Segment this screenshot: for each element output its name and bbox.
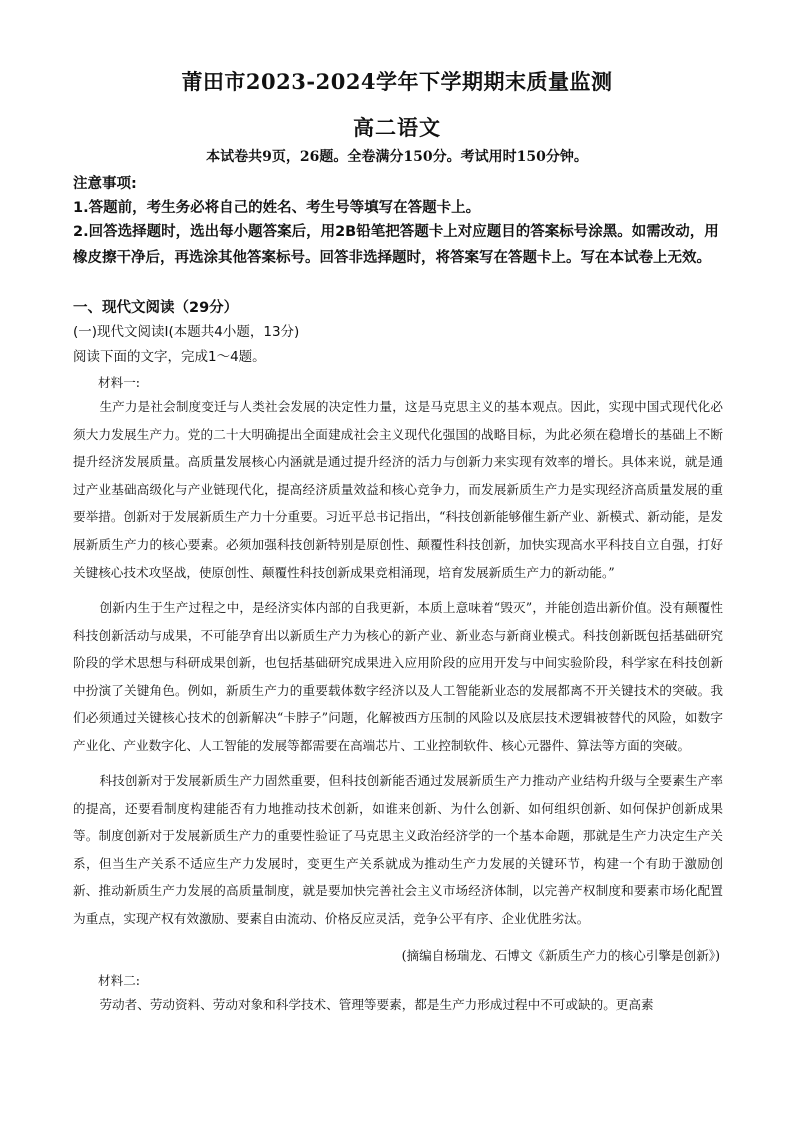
material-1-source: (摘编自杨瑞龙、石博文《新质生产力的核心引擎是创新》)	[401, 948, 720, 963]
material-1-paragraph-2: 创新内生于生产过程之中，是经济实体内部的自我更新，本质上意味着“毁灭”，并能创造出新价值。没有颠覆性科技创新活动与成果，不可能孕育出以新质生产力为核心的新产业、新业态与新商业模式。科技创新既包括基础研究阶段的学术思想与科研成果创新，也包括基础研究成果进入应用阶段的应用开发与中间实验阶段，科学家在科技创新中扮演了关键角色。例如，新质生产力的重要载体数字经济以及人工智能新业态的发展都离不开关键技术的突破。我们必须通过关键核心技术的创新解决“卡脖子”问题，化解被西方压制的风险以及底层技术逻辑被替代的风险，如数字产业化、产业数字化、人工智能的发展等都需要在高端芯片、工业控制软件、核心元器件、算法等方面的突破。	[73, 600, 723, 753]
material-1-label: 材料一:	[98, 375, 141, 390]
notice-item-2: 2.回答选择题时，选出每小题答案后，用2B铅笔把答题卡上对应题目的答案标号涂黑。如需改动，用橡皮擦干净后，再选涂其他答案标号。回答非选择题时，将答案写在答题卡上。写在本试卷上无效。	[73, 224, 719, 266]
material-1-paragraph-1: 生产力是社会制度变迁与人类社会发展的决定性力量，这是马克思主义的基本观点。因此，实现中国式现代化必须大力发展生产力。党的二十大明确提出全面建成社会主义现代化强国的战略目标，为此必须在稳增长的基础上不断提升经济发展质量。高质量发展核心内涵就是通过提升经济的活力与创新力来实现有效率的增长。具体来说，就是通过产业基础高级化与产业链现代化，提高经济质量效益和核心竞争力，而发展新质生产力是实现经济高质量发展的重要举措。创新对于发展新质生产力十分重要。习近平总书记指出，“科技创新能够催生新产业、新模式、新动能，是发展新质生产力的核心要素。必须加强科技创新特别是原创性、颠覆性科技创新，加快实现高水平科技自立自强，打好关键核心技术攻坚战，使原创性、颠覆性科技创新成果竞相涌现，培育发展新质生产力的新动能。”	[73, 399, 723, 580]
exam-title: 莆田市2023-2024学年下学期期末质量监测	[181, 69, 613, 94]
notice-item-1: 1.答题前，考生务必将自己的姓名、考生号等填写在答题卡上。	[73, 200, 481, 216]
section-heading: 一、现代文阅读（29分）	[73, 300, 239, 316]
section-subheading: (一)现代文阅读Ⅰ(本题共4小题，13分)	[73, 324, 300, 340]
subject-title: 高二语文	[353, 115, 441, 140]
reading-instruction: 阅读下面的文字，完成1～4题。	[73, 349, 266, 365]
notice-heading: 注意事项:	[73, 176, 137, 192]
material-2-label: 材料二:	[98, 973, 141, 988]
material-1-paragraph-3: 科技创新对于发展新质生产力固然重要，但科技创新能否通过发展新质生产力推动产业结构升级与全要素生产率的提高，还要看制度构建能否有力地推动技术创新，如谁来创新、为什么创新、如何组织创新、如何保护创新成果等。制度创新对于发展新质生产力的重要性验证了马克思主义政治经济学的一个基本命题，那就是生产力决定生产关系，但当生产关系不适应生产力发展时，变更生产关系就成为推动生产力发展的关键环节，构建一个有助于激励创新、推动新质生产力发展的高质量制度，就是要加快完善社会主义市场经济体制，以完善产权制度和要素市场化配置为重点，实现产权有效激励、要素自由流动、价格反应灵活，竞争公平有序、企业优胜劣汰。	[73, 773, 723, 926]
exam-info: 本试卷共9页，26题。全卷满分150分。考试用时150分钟。	[206, 149, 588, 165]
material-2-paragraph-1: 劳动者、劳动资料、劳动对象和科学技术、管理等要素，都是生产力形成过程中不可或缺的。更高素	[99, 997, 654, 1012]
